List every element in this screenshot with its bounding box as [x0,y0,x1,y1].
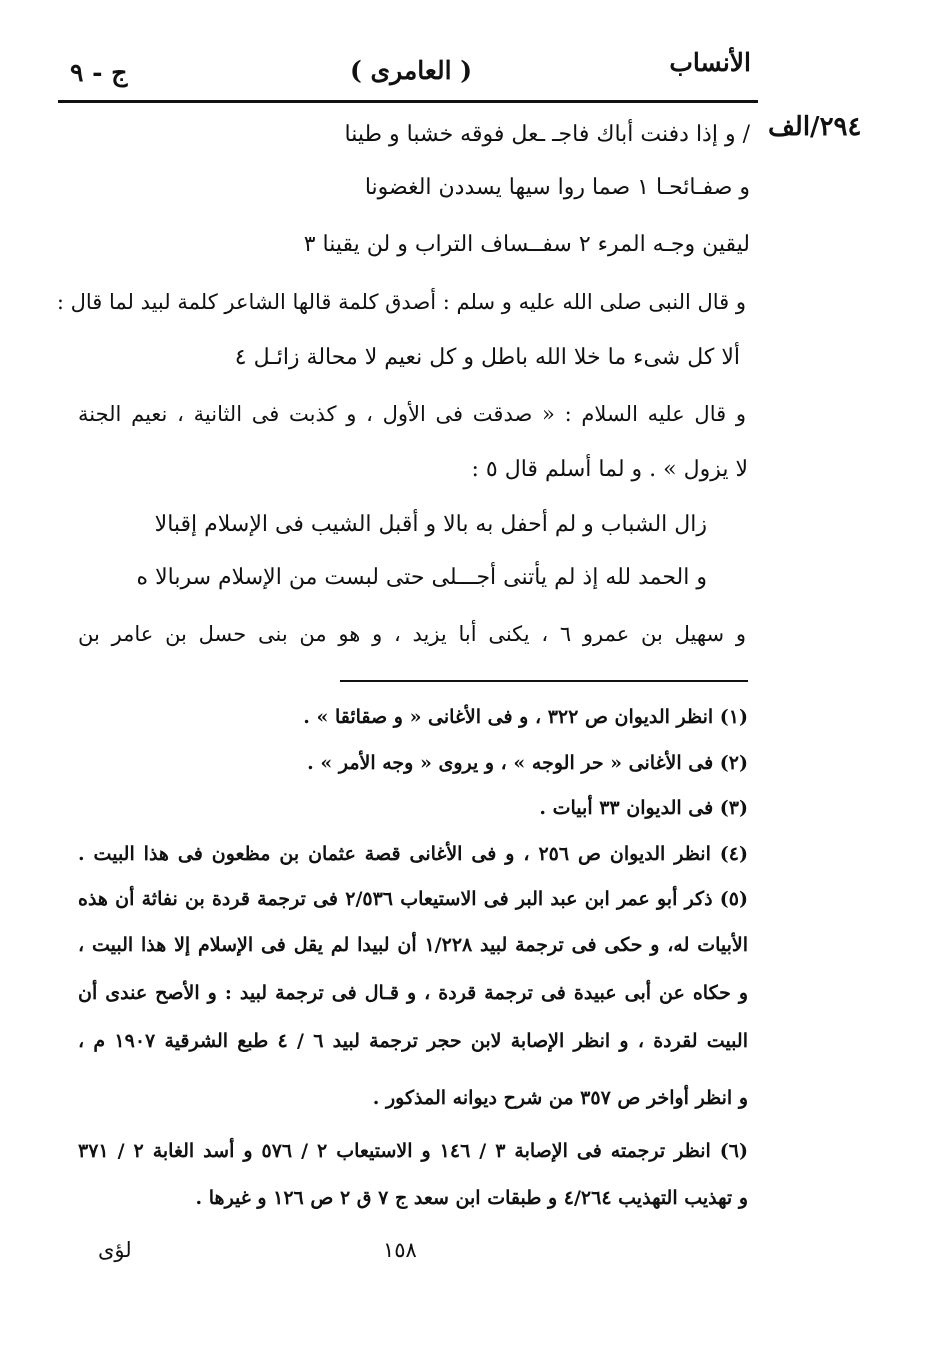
footnote-4: (٤) انظر الديوان ص ٢٥٦ ، و فى الأغانى قصة عثمان بن مظعون فى هذا البيت . [78,843,749,865]
verse-line: ألا كل شىء ما خلا الله باطل و كل نعيم لا محالة زائـل ٤ [234,345,740,370]
verse-line: ليقين وجـه المرء ٢ سفــساف التراب و لن يقينا ٣ [303,232,750,257]
footnote-5-line: و حكاه عن أبى عبيدة فى ترجمة قردة ، و قـال فى ترجمة لبيد : و الأصح عندى أن [78,982,748,1004]
footnote-5-line: و انظر أواخر ص ٣٥٧ من شرح ديوانه المذكور . [372,1087,748,1109]
prose-line: و قال النبى صلى الله عليه و سلم : أصدق كلمة قالها الشاعر كلمة لبيد لما قال : [56,290,746,314]
footnote-5-line: (٥) ذكر أبو عمر ابن عبد البر فى الاستيعاب ٢/٥٣٦ فى ترجمة قردة بن نفاثة أن هذه [78,888,748,910]
footnote-5-line: الأبيات له، و حكى فى ترجمة لبيد ١/٢٢٨ أن لبيدا لم يقل فى الإسلام إلا هذا البيت ، [78,934,749,956]
prose-line: و سهيل بن عمرو ٦ ، يكنى أبا يزيد ، و هو من بنى حسل بن عامر بن [78,622,746,646]
footnote-3: (٣) فى الديوان ٣٣ أبيات . [539,797,748,819]
footnote-1: (١) انظر الديوان ص ٣٢٢ ، و فى الأغانى « و صقائقا » . [303,706,748,728]
running-header-center: ( العامرى ) [350,56,473,85]
footnote-5-line: البيت لقردة ، و انظر الإصابة لابن حجر ترجمة لبيد ٦ / ٤ طبع الشرقية ١٩٠٧ م ، [78,1030,748,1052]
folio-margin-note: ٢٩٤/الف [768,112,862,142]
page-number: ١٥٨ [383,1238,417,1262]
prose-line: و قال عليه السلام : « صدقت فى الأول ، و كذبت فى الثانية ، نعيم الجنة [78,402,746,426]
running-header-right: الأنساب [669,48,751,77]
verse-line: و صفـائحـا ١ صما روا سيها يسددن الغضونا [364,175,750,200]
header-rule [58,100,758,103]
footnote-6-line: (٦) انظر ترجمته فى الإصابة ٣ / ١٤٦ و الاستيعاب ٢ / ٥٧٦ و أسد الغابة ٢ / ٣٧١ [78,1140,748,1162]
verse-line: زال الشباب و لم أحفل به بالا و أقبل الشيب فى الإسلام إقبالا [154,512,707,537]
footnote-2: (٢) فى الأغانى « حر الوجه » ، و يروى « وجه الأمر » . [307,752,748,774]
footnote-separator [340,680,748,682]
verse-line: / و إذا دفنت أباك فاجـ ـعل فوقه خشبا و طينا [344,122,750,147]
footnote-6-line: و تهذيب التهذيب ٤/٢٦٤ و طبقات ابن سعد ج ٧ ق ٢ ص ١٢٦ و غيرها . [195,1187,748,1209]
prose-line: لا يزول » . و لما أسلم قال ٥ : [471,457,748,482]
verse-line: و الحمد لله إذ لم يأتنى أجـــلى حتى لبست من الإسلام سربالا ه [136,565,707,590]
volume-number: ج - ٩ [70,58,128,87]
catchword: لؤى [98,1238,132,1262]
